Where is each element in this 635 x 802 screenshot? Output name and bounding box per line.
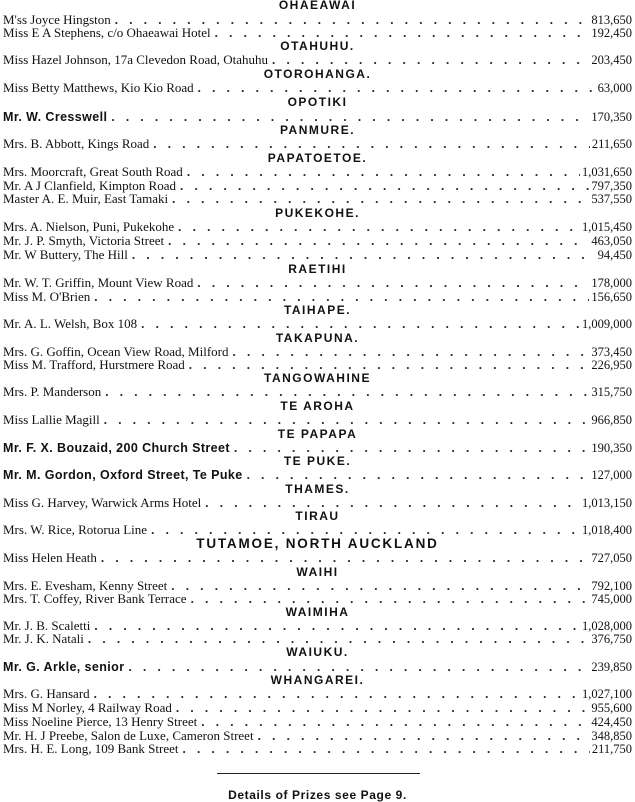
winner-amount: 1,028,000 xyxy=(582,619,632,633)
winner-amount: 211,650 xyxy=(591,137,632,151)
winner-name: Mr. W Buttery, The Hill xyxy=(3,247,128,262)
leader-dots xyxy=(141,317,580,331)
winner-name: Mr. A J Clanfield, Kimpton Road xyxy=(3,178,176,193)
winner-amount: 1,031,650 xyxy=(582,165,632,179)
winner-amount: 537,550 xyxy=(591,192,632,206)
list-item xyxy=(3,468,632,482)
leader-dots xyxy=(180,179,589,193)
winner-name: Miss G. Harvey, Warwick Arms Hotel xyxy=(3,495,202,510)
winner-amount: 1,027,100 xyxy=(582,687,632,701)
leader-dots xyxy=(88,632,589,646)
list-item xyxy=(3,413,632,427)
winner-name: Mrs. B. Abbott, Kings Road xyxy=(3,136,150,151)
winner-name: M'ss Joyce Hingston xyxy=(3,12,111,27)
section-heading: OTAHUHU. xyxy=(280,39,355,53)
winner-name: Mrs. H. E. Long, 109 Bank Street xyxy=(3,741,179,756)
winner-name: Mrs. P. Manderson xyxy=(3,384,102,399)
section-heading: PAPATOETOE. xyxy=(267,151,368,165)
winner-name: Mr. W. T. Griffin, Mount View Road xyxy=(3,275,194,290)
winner-amount: 315,750 xyxy=(591,385,632,399)
winner-amount: 190,350 xyxy=(591,441,632,455)
list-item xyxy=(3,192,632,206)
section-heading: PUKEKOHE. xyxy=(275,206,360,220)
winner-amount: 94,450 xyxy=(597,248,632,262)
list-item xyxy=(3,496,632,510)
section-heading: TE PUKE. xyxy=(283,454,352,468)
list-item xyxy=(3,385,632,399)
list-item xyxy=(3,220,632,234)
leader-dots xyxy=(234,441,589,455)
list-item xyxy=(3,248,632,262)
leader-dots xyxy=(178,220,580,234)
winner-amount: 424,450 xyxy=(591,715,632,729)
list-item xyxy=(3,358,632,372)
leader-dots xyxy=(94,290,589,304)
leader-dots xyxy=(189,358,590,372)
leader-dots xyxy=(132,248,596,262)
leader-dots xyxy=(171,579,589,593)
list-item xyxy=(3,276,632,290)
winner-name: Mr. J. P. Smyth, Victoria Street xyxy=(3,233,165,248)
winner-amount: 127,000 xyxy=(591,468,632,482)
list-item xyxy=(3,317,632,331)
leader-dots xyxy=(272,53,589,67)
winner-amount: 797,350 xyxy=(591,179,632,193)
winner-name: Mrs. E. Evesham, Kenny Street xyxy=(3,578,168,593)
section-heading: OHAEAWAI xyxy=(278,0,357,12)
winner-amount: 178,000 xyxy=(591,276,632,290)
leader-dots xyxy=(205,496,580,510)
section-heading: WHANGAREI. xyxy=(270,673,365,687)
winner-amount: 239,850 xyxy=(591,660,632,674)
winner-amount: 373,450 xyxy=(591,345,632,359)
leader-dots xyxy=(201,715,589,729)
leader-dots xyxy=(168,234,589,248)
winner-name: Mr. A. L. Welsh, Box 108 xyxy=(3,316,138,331)
winner-name: Mr. W. Cresswell xyxy=(3,110,108,124)
winner-amount: 211,750 xyxy=(591,742,632,756)
winner-name: Miss E A Stephens, c/o Ohaeawai Hotel xyxy=(3,25,211,40)
winner-name: Mr. M. Gordon, Oxford Street, Te Puke xyxy=(3,468,243,482)
winner-name: Mrs. A. Nielson, Puni, Pukekohe xyxy=(3,219,175,234)
section-heading: WAIUKU. xyxy=(286,645,349,659)
list-item xyxy=(3,701,632,715)
leader-dots xyxy=(232,345,589,359)
list-item xyxy=(3,742,632,756)
winner-amount: 348,850 xyxy=(591,729,632,743)
section-heading: THAMES. xyxy=(285,482,350,496)
winner-amount: 170,350 xyxy=(591,110,632,124)
winner-amount: 745,000 xyxy=(591,592,632,606)
winner-amount: 63,000 xyxy=(597,81,632,95)
winner-name: Miss Hazel Johnson, 17a Clevedon Road, Otahuhu xyxy=(3,52,269,67)
winner-name: Mr. F. X. Bouzaid, 200 Church Street xyxy=(3,441,230,455)
list-item xyxy=(3,165,632,179)
leader-dots xyxy=(153,137,590,151)
winner-amount: 1,015,450 xyxy=(582,220,632,234)
winner-amount: 192,450 xyxy=(591,26,632,40)
winner-amount: 955,600 xyxy=(591,701,632,715)
section-heading: OPOTIKI xyxy=(287,95,348,109)
winner-amount: 226,950 xyxy=(591,358,632,372)
leader-dots xyxy=(182,742,589,756)
section-heading: TIRAU xyxy=(295,509,340,523)
winner-name: Miss M Norley, 4 Railway Road xyxy=(3,700,172,715)
leader-dots xyxy=(172,192,589,206)
leader-dots xyxy=(187,165,580,179)
winner-amount: 727,050 xyxy=(591,551,632,565)
section-heading: TANGOWAHINE xyxy=(264,371,371,385)
winner-amount: 156,650 xyxy=(591,290,632,304)
leader-dots xyxy=(105,385,589,399)
leader-dots xyxy=(94,619,580,633)
winner-name: Mr. G. Arkle, senior xyxy=(3,660,125,674)
leader-dots xyxy=(128,660,589,674)
winner-name: Miss M. O'Brien xyxy=(3,289,91,304)
winner-amount: 813,650 xyxy=(591,13,632,27)
list-item xyxy=(3,715,632,729)
leader-dots xyxy=(198,81,596,95)
list-item xyxy=(3,619,632,633)
winner-amount: 376,750 xyxy=(591,632,632,646)
leader-dots xyxy=(111,110,589,124)
leader-dots xyxy=(151,523,580,537)
winner-name: Miss Lallie Magill xyxy=(3,412,100,427)
section-heading: WAIMIHA xyxy=(285,605,350,619)
section-heading: TE AROHA xyxy=(280,399,355,413)
winner-name: Miss Helen Heath xyxy=(3,550,97,565)
winner-name: Mrs. W. Rice, Rotorua Line xyxy=(3,522,148,537)
winner-name: Mrs. T. Coffey, River Bank Terrace xyxy=(3,591,187,606)
section-heading: TAKAPUNA. xyxy=(275,331,360,345)
winner-name: Mrs. G. Goffin, Ocean View Road, Milford xyxy=(3,344,229,359)
divider xyxy=(217,773,420,774)
winner-name: Miss Noeline Pierce, 13 Henry Street xyxy=(3,714,198,729)
list-item xyxy=(3,592,632,606)
section-heading: RAETIHI xyxy=(288,262,347,276)
list-item xyxy=(3,551,632,565)
list-item xyxy=(3,53,632,67)
section-heading: OTOROHANGA. xyxy=(263,67,372,81)
winner-amount: 966,850 xyxy=(591,413,632,427)
section-heading: TAIHAPE. xyxy=(283,303,352,317)
list-item xyxy=(3,660,632,674)
winner-name: Miss Betty Matthews, Kio Kio Road xyxy=(3,80,194,95)
footer-note: Details of Prizes see Page 9. xyxy=(228,788,407,802)
winner-name: Mrs. G. Hansard xyxy=(3,686,90,701)
list-item xyxy=(3,26,632,40)
list-item xyxy=(3,137,632,151)
leader-dots xyxy=(247,468,590,482)
list-item xyxy=(3,234,632,248)
leader-dots xyxy=(176,701,590,715)
leader-dots xyxy=(197,276,589,290)
section-heading: PANMURE. xyxy=(279,123,356,137)
winner-amount: 1,009,000 xyxy=(582,317,632,331)
leader-dots xyxy=(215,26,590,40)
winner-name: Mr. J. K. Natali xyxy=(3,631,84,646)
winner-amount: 203,450 xyxy=(591,53,632,67)
section-heading: TE PAPAPA xyxy=(277,427,358,441)
leader-dots xyxy=(258,729,590,743)
leader-dots xyxy=(104,413,590,427)
winner-amount: 1,013,150 xyxy=(582,496,632,510)
section-heading: WAIHI xyxy=(296,565,339,579)
leader-dots xyxy=(94,687,580,701)
winner-name: Master A. E. Muir, East Tamaki xyxy=(3,191,169,206)
leader-dots xyxy=(191,592,590,606)
winner-name: Miss M. Trafford, Hurstmere Road xyxy=(3,357,185,372)
list-item xyxy=(3,290,632,304)
winner-name: Mr. H. J Preebe, Salon de Luxe, Cameron Street xyxy=(3,728,254,743)
list-item xyxy=(3,523,632,537)
winner-amount: 1,018,400 xyxy=(582,523,632,537)
section-heading: TUTAMOE, NORTH AUCKLAND xyxy=(196,536,439,551)
list-item xyxy=(3,110,632,124)
list-item xyxy=(3,441,632,455)
leader-dots xyxy=(101,551,590,565)
list-item xyxy=(3,632,632,646)
winner-name: Mr. J. B. Scaletti xyxy=(3,618,91,633)
winner-name: Mrs. Moorcraft, Great South Road xyxy=(3,164,183,179)
winner-amount: 792,100 xyxy=(591,579,632,593)
list-item xyxy=(3,81,632,95)
list-item xyxy=(3,687,632,701)
winner-amount: 463,050 xyxy=(591,234,632,248)
